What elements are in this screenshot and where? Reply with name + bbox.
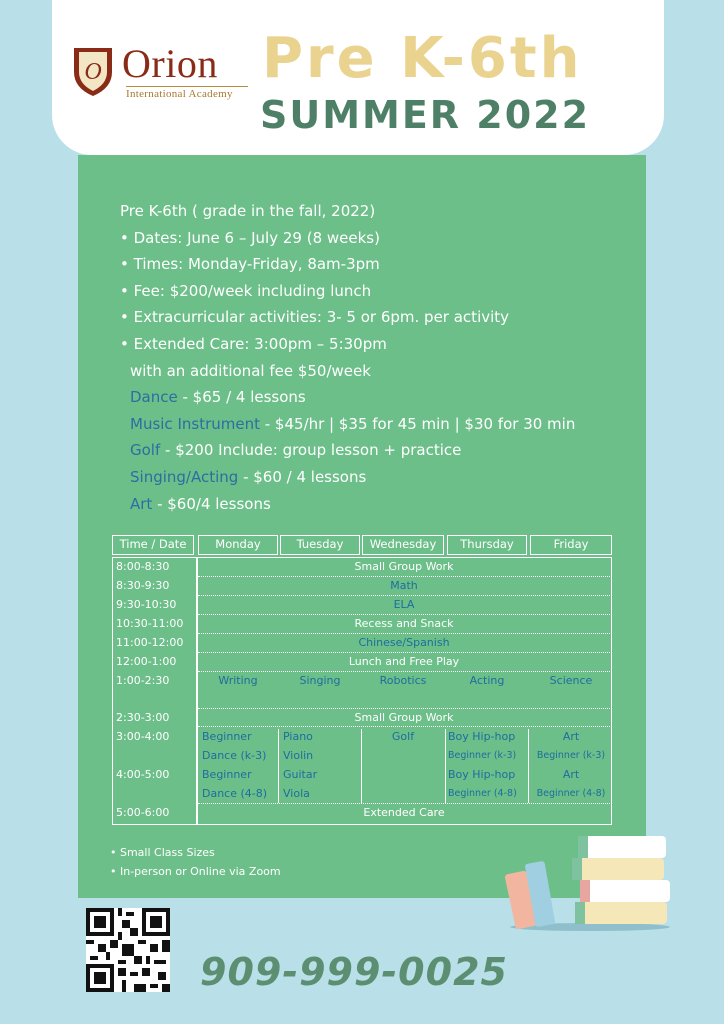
activity-name: Golf [130, 441, 161, 460]
time-slot: 11:00-12:00 [116, 636, 184, 649]
col-divider [278, 729, 279, 803]
activity-detail: - $60 / 4 lessons [238, 467, 367, 486]
svg-text:O: O [84, 59, 102, 85]
thursday-hiphop-48: Boy Hip-hop [448, 768, 516, 781]
thursday-afternoon: Acting [469, 674, 505, 687]
feature-item: • Small Class Sizes [110, 846, 215, 859]
activity-name: Singing/Acting [130, 467, 239, 486]
activity-detail: - $45/hr | $35 for 45 min | $30 for 30 min [259, 414, 576, 433]
time-slot: 1:00-2:30 [116, 674, 170, 687]
info-extended-care: • Extended Care: 3:00pm – 5:30pm [120, 334, 387, 353]
row-divider [198, 633, 610, 634]
row-divider [198, 576, 610, 577]
row-divider [198, 614, 610, 615]
time-slot: 4:00-5:00 [116, 768, 170, 781]
header-friday: Friday [530, 535, 612, 555]
time-slot: 3:00-4:00 [116, 730, 170, 743]
info-extracurricular: • Extracurricular activities: 3- 5 or 6pm. per activity [120, 308, 510, 327]
time-slot: 12:00-1:00 [116, 655, 177, 668]
monday-afternoon: Writing [218, 674, 258, 687]
tuesday-guitar: Guitar [283, 768, 318, 781]
activity-name: Music Instrument [130, 414, 260, 433]
friday-art-48-level: Beginner (4-8) [536, 788, 606, 799]
friday-afternoon: Science [549, 674, 593, 687]
activity-name: Dance [130, 388, 178, 407]
extended-care: Extended Care [363, 806, 445, 819]
schedule-table [112, 535, 612, 825]
books-illustration [500, 832, 670, 932]
header-monday: Monday [198, 535, 278, 555]
crest-icon [70, 42, 116, 98]
activity-detail: - $60/4 lessons [152, 494, 271, 513]
row-divider [198, 803, 610, 804]
row-divider [198, 595, 610, 596]
activity-dance [120, 384, 640, 411]
tuesday-violin: Violin [283, 749, 314, 762]
logo-name: Orion [122, 41, 218, 86]
math: Math [390, 579, 418, 592]
logo-subtitle: International Academy [126, 88, 233, 100]
info-times: • Times: Monday-Friday, 8am-3pm [120, 255, 380, 274]
thursday-hiphop-k3-level: Beginner (k-3) [448, 750, 517, 761]
time-slot: 8:00-8:30 [116, 560, 170, 573]
activity-golf [120, 437, 640, 464]
header-wednesday: Wednesday [362, 535, 444, 555]
title-grade-range: Pre K-6th [262, 26, 583, 91]
logo [70, 42, 250, 102]
feature-item: • In-person or Online via Zoom [110, 865, 281, 878]
row-divider [198, 671, 610, 672]
header-time: Time / Date [112, 535, 194, 555]
activity-detail: - $200 Include: group lesson + practice [160, 441, 462, 460]
time-slot: 10:30-11:00 [116, 617, 184, 630]
monday-dance-48-level: Dance (4-8) [202, 787, 268, 800]
info-dates: • Dates: June 6 – July 29 (8 weeks) [120, 228, 380, 247]
friday-art-48: Art [562, 768, 580, 781]
header-tuesday: Tuesday [280, 535, 360, 555]
time-slot: 2:30-3:00 [116, 711, 170, 724]
row-divider [198, 726, 610, 727]
ela: ELA [393, 598, 415, 611]
recess-and-snack: Recess and Snack [354, 617, 454, 630]
tuesday-afternoon: Singing [299, 674, 341, 687]
thursday-hiphop-48-level: Beginner (4-8) [448, 788, 517, 799]
chinese-spanish: Chinese/Spanish [358, 636, 450, 649]
monday-dance-48: Beginner [202, 768, 252, 781]
activity-singing [120, 464, 640, 491]
time-slot: 9:30-10:30 [116, 598, 177, 611]
col-divider [528, 729, 529, 803]
small-group-work: Small Group Work [354, 560, 454, 573]
small-group-work-afternoon: Small Group Work [354, 711, 454, 724]
tuesday-piano: Piano [283, 730, 313, 743]
friday-art-k3: Art [562, 730, 580, 743]
row-divider [198, 708, 610, 709]
lunch-and-free-play: Lunch and Free Play [348, 655, 460, 668]
activity-music [120, 411, 640, 438]
monday-dance-k3-level: Dance (k-3) [202, 749, 267, 762]
phone-number: 909-999-0025 [200, 950, 508, 994]
info-fee: • Fee: $200/week including lunch [120, 281, 372, 300]
wednesday-afternoon: Robotics [379, 674, 427, 687]
activity-art [120, 491, 640, 518]
activity-detail: - $65 / 4 lessons [177, 388, 306, 407]
title-season: SUMMER 2022 [260, 93, 591, 137]
thursday-hiphop-k3: Boy Hip-hop [448, 730, 516, 743]
row-divider [198, 652, 610, 653]
logo-divider [126, 86, 248, 87]
program-info [120, 198, 640, 517]
time-slot: 5:00-6:00 [116, 806, 170, 819]
header-thursday: Thursday [447, 535, 527, 555]
time-slot: 8:30-9:30 [116, 579, 170, 592]
features-list [110, 843, 281, 881]
monday-dance-k3: Beginner [202, 730, 252, 743]
info-header: Pre K-6th ( grade in the fall, 2022) [120, 202, 376, 220]
tuesday-viola: Viola [283, 787, 310, 800]
qr-code-icon [86, 908, 170, 992]
activity-name: Art [130, 494, 153, 513]
col-divider [445, 729, 446, 803]
wednesday-golf: Golf [391, 730, 415, 743]
friday-art-k3-level: Beginner (k-3) [536, 750, 606, 761]
info-extended-fee: with an additional fee $50/week [130, 361, 371, 380]
